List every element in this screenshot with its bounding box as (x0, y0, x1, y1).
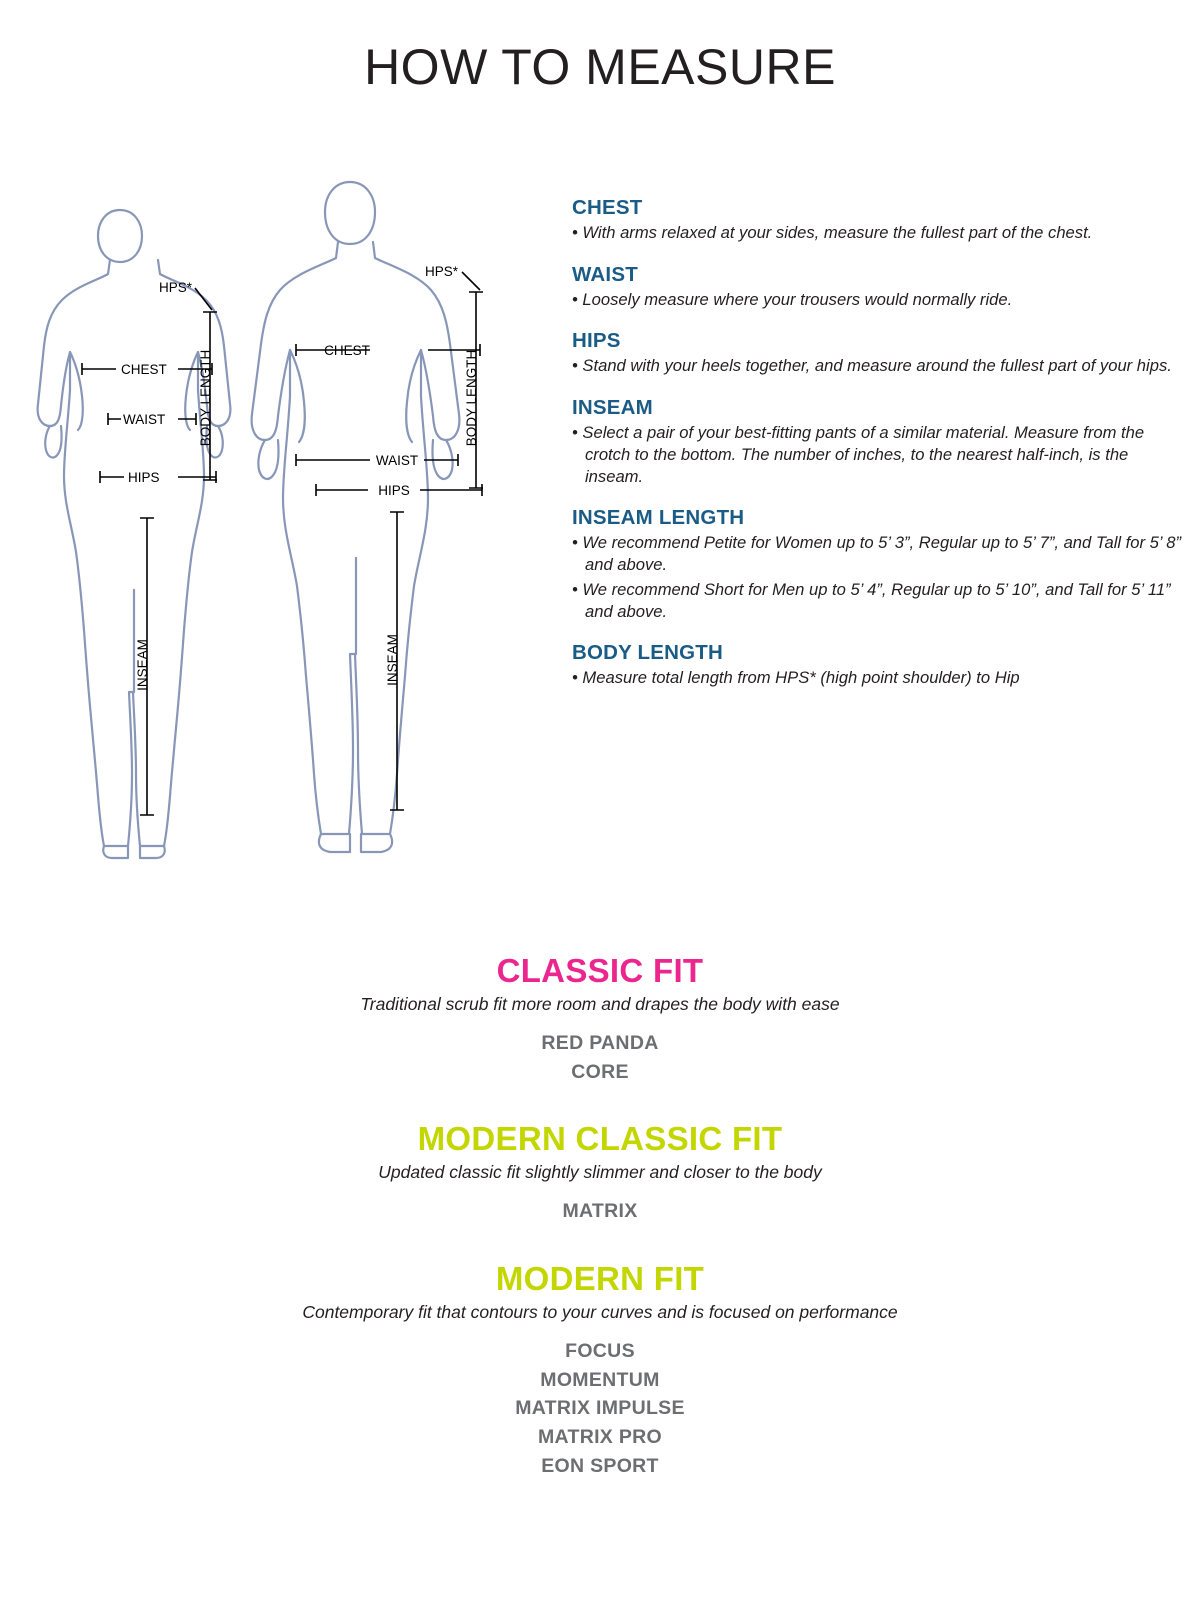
male-measure-labels (324, 264, 479, 686)
definition-line: • Measure total length from HPS* (high point shoulder) to Hip (572, 668, 1020, 688)
fit-name: MODERN FIT (495, 1259, 705, 1297)
fit-guide (0, 952, 1200, 1514)
definition-waist (572, 263, 1187, 311)
definition-heading: BODY LENGTH (572, 641, 724, 665)
male-figure-outline (252, 182, 460, 852)
definition-line: • With arms relaxed at your sides, measure the fullest part of the chest. (572, 223, 1093, 242)
figures-svg (20, 160, 540, 880)
fit-description: Contemporary fit that contours to your curves and is focused on performance (302, 1301, 898, 1322)
fit-classic (0, 952, 1200, 1086)
fit-product: CORE (571, 1060, 629, 1083)
definition-heading: INSEAM LENGTH (572, 506, 745, 530)
definition-body-length (572, 641, 1187, 689)
fit-product-list (0, 1197, 1200, 1226)
definition-line: • Loosely measure where your trousers would normally ride. (572, 289, 1013, 309)
definition-heading: WAIST (572, 262, 638, 286)
fit-product: MATRIX PRO (538, 1425, 662, 1448)
fit-product: MOMENTUM (540, 1368, 660, 1391)
definition-chest (572, 196, 1187, 244)
fit-product: FOCUS (565, 1339, 635, 1362)
label-waist-male: WAIST (375, 453, 419, 468)
definition-heading: CHEST (572, 196, 643, 219)
label-inseam-female: INSEAM (135, 639, 150, 691)
fit-modern-classic (0, 1120, 1200, 1226)
definition-hips (572, 329, 1187, 377)
body-measurement-diagrams (20, 160, 540, 880)
label-hps-female: HPS* (159, 280, 193, 295)
label-hips-female: HIPS (128, 470, 160, 485)
label-chest-female: CHEST (121, 362, 167, 377)
definition-line: • We recommend Petite for Women up to 5’ 3”, Regular up to 5’ 7”, and Tall for 5’ 8” and above. (572, 533, 1182, 575)
definition-body (572, 532, 1187, 622)
label-hps-male: HPS* (425, 264, 459, 279)
definition-body (572, 667, 1187, 689)
label-body-length-male: BODY LENGTH (464, 349, 479, 447)
fit-name: CLASSIC FIT (496, 952, 704, 989)
label-body-length-female: BODY LENGTH (198, 349, 213, 447)
fit-product-list (0, 1029, 1200, 1086)
label-chest-male: CHEST (324, 343, 370, 358)
definition-line: • We recommend Short for Men up to 5’ 4”, Regular up to 5’ 10”, and Tall for 5’ 11” and above. (572, 579, 1171, 621)
definition-body (572, 355, 1187, 377)
definition-body (572, 289, 1187, 311)
fit-description: Traditional scrub fit more room and drapes the body with ease (360, 994, 840, 1014)
fit-product-list (0, 1337, 1200, 1480)
label-waist-female: WAIST (123, 412, 166, 427)
definition-inseam-length (572, 506, 1187, 622)
label-hips-male: HIPS (378, 483, 410, 498)
fit-product: MATRIX IMPULSE (515, 1397, 685, 1420)
definition-body (572, 222, 1187, 244)
fit-modern (0, 1260, 1200, 1480)
definition-heading: INSEAM (572, 396, 653, 420)
label-inseam-male: INSEAM (385, 634, 400, 686)
measurement-definitions (572, 196, 1187, 708)
female-figure-outline (38, 210, 231, 858)
definition-inseam (572, 396, 1187, 487)
fit-product: EON SPORT (541, 1454, 659, 1477)
definition-heading: HIPS (572, 329, 621, 353)
definition-line: • Select a pair of your best-fitting pants of a similar material. Measure from the crotch to the bottom. The number of inches, to the nearest half-inch, is the inseam. (572, 423, 1145, 486)
fit-product: MATRIX (562, 1200, 638, 1223)
fit-product: RED PANDA (541, 1032, 659, 1054)
fit-name: MODERN CLASSIC FIT (417, 1120, 783, 1158)
definition-line: • Stand with your heels together, and measure around the fullest part of your hips. (572, 356, 1172, 376)
page-title: HOW TO MEASURE (364, 39, 836, 95)
definition-body (572, 422, 1187, 487)
fit-description: Updated classic fit slightly slimmer and closer to the body (378, 1162, 822, 1183)
